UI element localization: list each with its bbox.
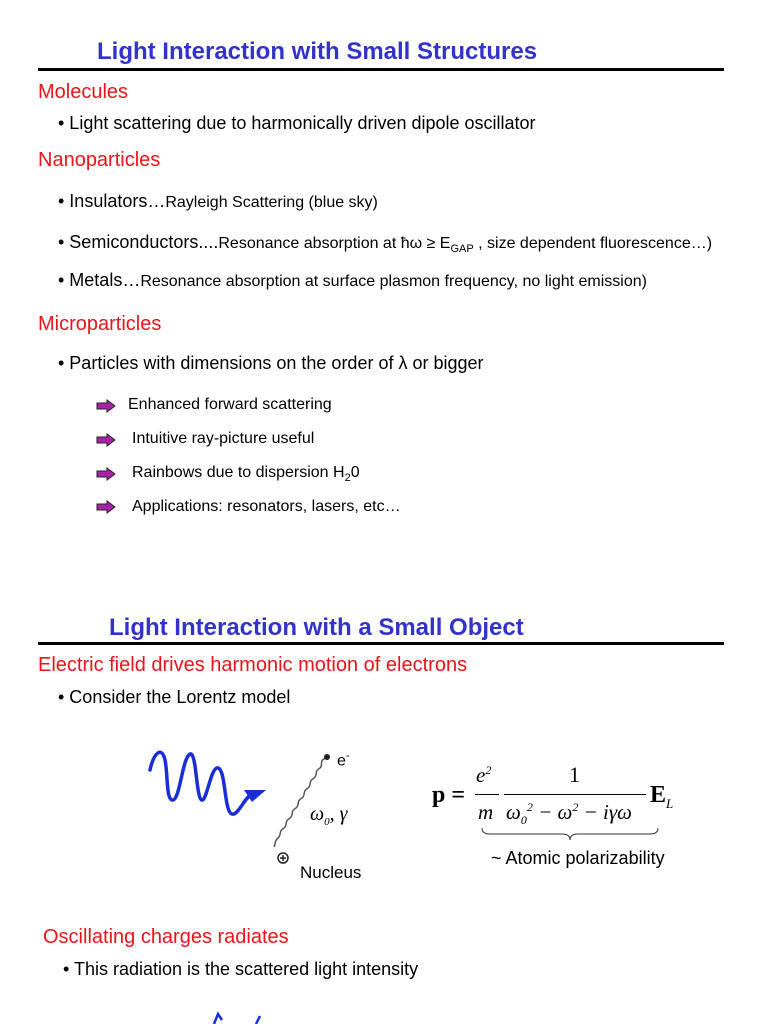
micro-item-rainbows: [132, 464, 360, 484]
arrow-bullet-icon: [96, 500, 116, 514]
microparticles-heading: Microparticles: [38, 313, 162, 335]
light-wave-icon: [140, 738, 280, 828]
semi-detail-a: Resonance absorption at ħω ≥ E: [218, 235, 451, 252]
nucleus-label: Nucleus: [300, 863, 362, 882]
molecules-bullet: • Light scattering due to harmonically driven dipole oscillator: [58, 113, 536, 133]
rainbow-text: Rainbows due to dispersion H: [132, 464, 345, 481]
rainbow-sub: 2: [344, 472, 351, 485]
rainbow-tail: 0: [350, 464, 360, 481]
semiconductors-bullet: [58, 232, 712, 255]
insulators-main: • Insulators…: [58, 191, 166, 211]
polarizability-label: ~ Atomic polarizability: [491, 848, 665, 868]
arrow-bullet-icon: [96, 399, 116, 413]
metals-bullet: [58, 270, 647, 291]
semi-detail-b: , size dependent fluorescence…): [473, 235, 713, 252]
lorentz-bullet: • Consider the Lorentz model: [58, 687, 291, 707]
metals-detail: Resonance absorption at surface plasmon frequency, no light emission): [140, 273, 647, 290]
insulators-detail: Rayleigh Scattering (blue sky): [165, 194, 378, 211]
electron-label: e-: [337, 750, 350, 770]
radiation-arrows-icon: [200, 1008, 270, 1024]
slide2-title-rule: [38, 642, 724, 645]
nanoparticles-heading: Nanoparticles: [38, 149, 161, 171]
slide1-title: Light Interaction with Small Structures: [97, 38, 538, 65]
molecules-heading: Molecules: [38, 81, 129, 103]
radiation-bullet: • This radiation is the scattered light intensity: [63, 959, 419, 979]
micro-item-applications: Applications: resonators, lasers, etc…: [132, 498, 401, 515]
electric-field-heading: Electric field drives harmonic motion of electrons: [38, 654, 468, 676]
slide1-title-rule: [38, 68, 724, 71]
arrow-bullet-icon: [96, 433, 116, 447]
metals-main: • Metals…: [58, 270, 141, 290]
micro-item-forward: Enhanced forward scattering: [128, 396, 332, 413]
microparticles-bullet: • Particles with dimensions on the order of λ or bigger: [58, 353, 484, 373]
underbrace-icon: [480, 826, 660, 842]
semi-gap-sub: GAP: [450, 243, 474, 256]
insulators-bullet: [58, 191, 378, 212]
oscillating-heading: Oscillating charges radiates: [43, 926, 289, 948]
arrow-bullet-icon: [96, 467, 116, 481]
semi-main: • Semiconductors....: [58, 232, 219, 252]
slide2-title: Light Interaction with a Small Object: [109, 614, 524, 641]
omega-gamma-label: $\omega_0$, γ: [310, 803, 348, 828]
polarization-equation: p = $e^2$ m 1 $\omega_0^2 - \omega^2 - i\gamma\omega$ $E_L$: [432, 762, 674, 828]
micro-item-ray: Intuitive ray-picture useful: [132, 430, 315, 447]
